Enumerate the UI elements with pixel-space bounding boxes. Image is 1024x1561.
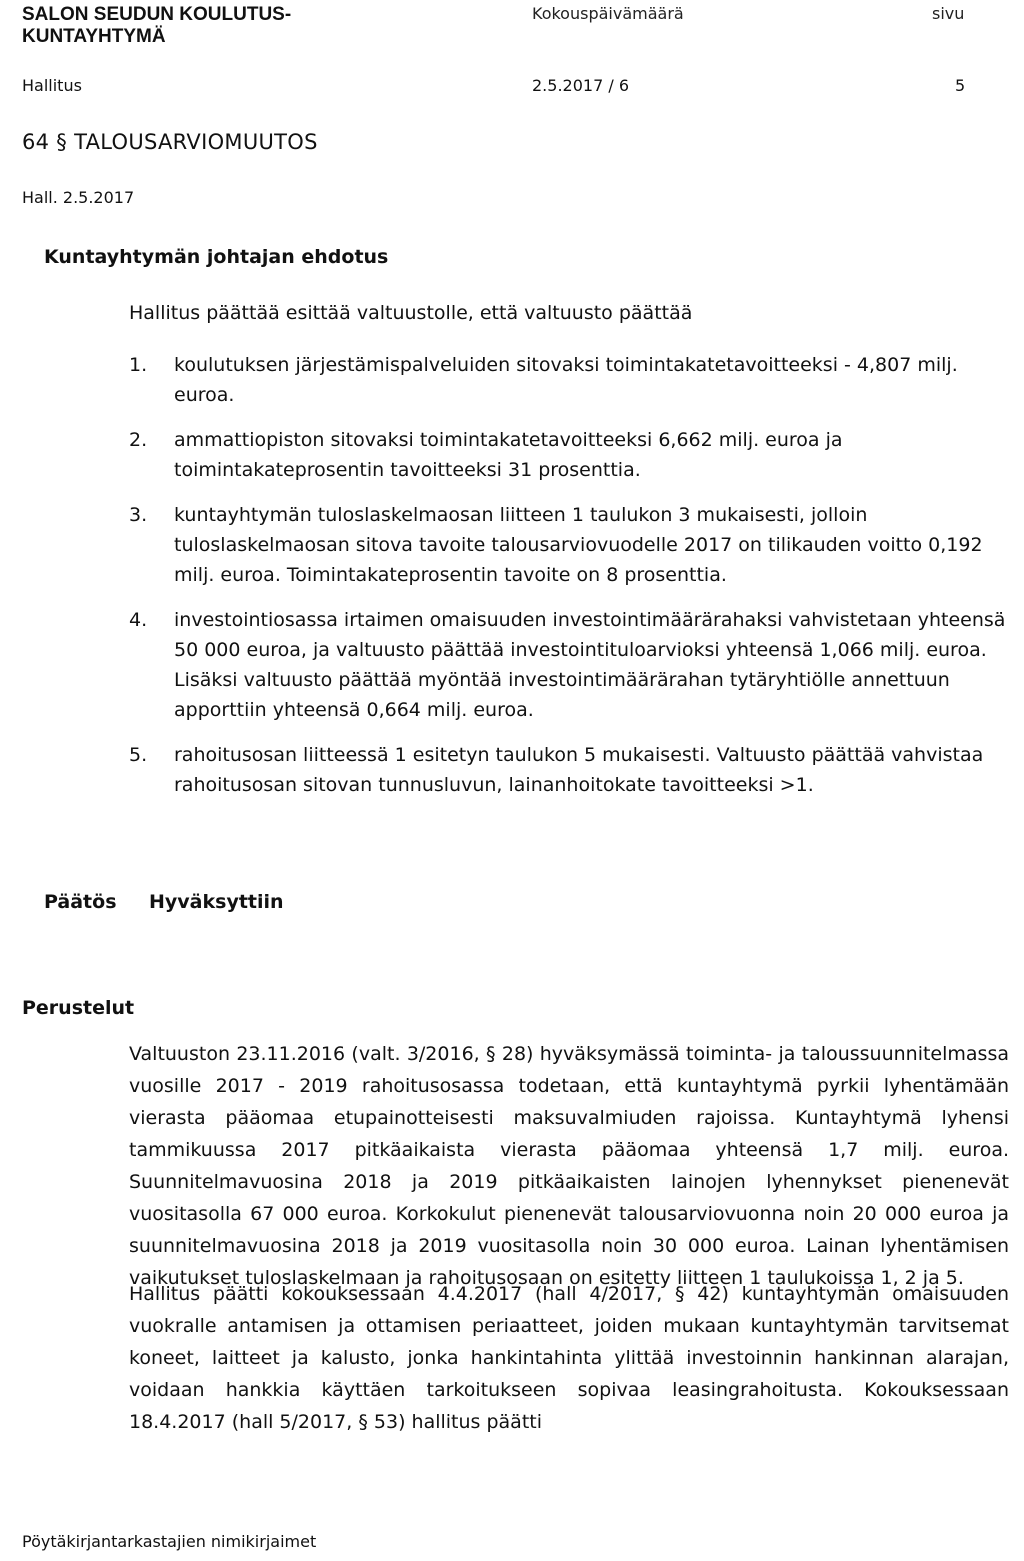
list-item-number: 3. bbox=[129, 504, 148, 526]
rationale-paragraph: Valtuuston 23.11.2016 (valt. 3/2016, § 28) hyväksymässä toiminta- ja taloussuunnitelmassa vuosille 2017 - 2019 rahoitusosassa todetaan, että kuntayhtymä pyrkii lyhentämään vierasta pääomaa etupainotteisesti maksuvalmiuden rajoissa. Kuntayhtymä lyhensi tammikuussa 2017 pitkäaikaista vierasta pääomaa yhteensä 1,7 milj. euroa. Suunnitelmavuosina 2018 ja 2019 pitkäaikaisten lainojen lyhennykset pienenevät vuositasolla 67 000 euroa. Korkokulut pienenevät talousarviovuonna noin 20 000 euroa ja suunnitelmavuosina 2018 ja 2019 vuositasolla noin 30 000 euroa. Lainan lyhentämisen vaikutukset tuloslaskelmaan ja rahoitusosaan on esitetty liitteen 1 taulukoissa 1, 2 ja 5. bbox=[129, 1043, 1009, 1289]
list-item-text: ammattiopiston sitovaksi toimintakatetavoitteeksi 6,662 milj. euroa ja toimintakateprosentin tavoitteeksi 31 prosenttia. bbox=[174, 429, 843, 481]
page-label: sivu bbox=[932, 4, 965, 23]
date-label: Kokouspäivämäärä bbox=[532, 4, 684, 23]
meeting-reference: Hall. 2.5.2017 bbox=[22, 188, 135, 207]
proposal-heading: Kuntayhtymän johtajan ehdotus bbox=[44, 246, 389, 268]
list-item-number: 4. bbox=[129, 609, 148, 631]
page-number: 5 bbox=[955, 76, 966, 95]
list-item-text: kuntayhtymän tuloslaskelmaosan liitteen 1 taulukon 3 mukaisesti, jolloin tuloslaskelmaosan sitova tavoite talousarviovuodelle 2017 on tilikauden voitto 0,192 milj. euroa. Toimintakateprosentin tavoite on 8 prosenttia. bbox=[174, 504, 983, 586]
list-item-text: investointiosassa irtaimen omaisuuden investointimäärärahaksi vahvistetaan yhteensä 50 000 euroa, ja valtuusto päättää investointituloarvioksi yhteensä 1,066 milj. euroa. Lisäksi valtuusto päättää myöntää investointimäärärahan tytäryhtiölle annettuun apporttiin yhteensä 0,664 milj. euroa. bbox=[174, 609, 1006, 721]
list-item-text: koulutuksen järjestämispalveluiden sitovaksi toimintakatetavoitteeksi - 4,807 milj. euroa. bbox=[174, 354, 958, 406]
list-item-number: 5. bbox=[129, 744, 148, 766]
list-item bbox=[129, 605, 1009, 725]
list-item bbox=[129, 425, 1009, 485]
organization-name-line2: KUNTAYHTYMÄ bbox=[22, 26, 166, 47]
list-item bbox=[129, 740, 1009, 800]
rationale-heading: Perustelut bbox=[22, 997, 135, 1019]
list-item-number: 1. bbox=[129, 354, 148, 376]
list-item bbox=[129, 350, 1009, 410]
initials-label: Pöytäkirjantarkastajien nimikirjaimet bbox=[22, 1532, 317, 1551]
list-item-text: rahoitusosan liitteessä 1 esitetyn taulukon 5 mukaisesti. Valtuusto päättää vahvistaa rahoitusosan sitovan tunnusluvun, lainanhoitokate tavoitteeksi >1. bbox=[174, 744, 984, 796]
body-name: Hallitus bbox=[22, 76, 82, 95]
organization-name-line1: SALON SEUDUN KOULUTUS- bbox=[22, 4, 292, 25]
decision-label: Päätös bbox=[44, 891, 117, 913]
meeting-date: 2.5.2017 / 6 bbox=[532, 76, 629, 95]
proposal-list bbox=[129, 350, 1009, 815]
list-item-number: 2. bbox=[129, 429, 148, 451]
section-title: 64 § TALOUSARVIOMUUTOS bbox=[22, 130, 318, 154]
proposal-intro: Hallitus päättää esittää valtuustolle, että valtuusto päättää bbox=[129, 302, 693, 324]
decision-value: Hyväksyttiin bbox=[149, 891, 284, 913]
organization-name bbox=[22, 4, 291, 48]
rationale-paragraph: Hallitus päätti kokouksessaan 4.4.2017 (hall 4/2017, § 42) kuntayhtymän omaisuuden vuokralle antamisen ja ottamisen periaatteet, joiden mukaan kuntayhtymän tarvitsemat koneet, laitteet ja kalusto, jonka hankintahinta ylittää investoinnin hankinnan alarajan, voidaan hankkia käyttäen tarkoitukseen sopivaa leasingrahoitusta. Kokouksessaan 18.4.2017 (hall 5/2017, § 53) hallitus päätti bbox=[129, 1283, 1009, 1433]
list-item bbox=[129, 500, 1009, 590]
